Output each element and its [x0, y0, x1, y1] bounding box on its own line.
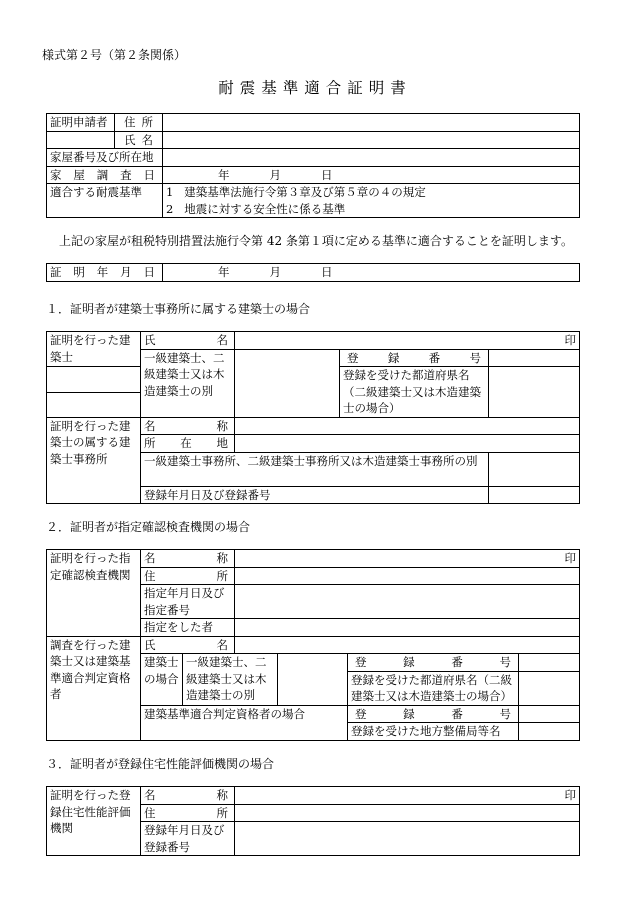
s1-architect-label: 証明を行った建築士 — [47, 332, 141, 367]
s1-office-name-field[interactable] — [235, 417, 580, 435]
s3-addr-field[interactable] — [235, 804, 580, 822]
s2-designator-label: 指定をした者 — [141, 619, 235, 637]
s2-reg-no-label: 登 録 番 号 — [348, 654, 519, 672]
certification-statement: 上記の家屋が租税特別措置法施行令第 42 条第１項に定める基準に適合することを証明します。 — [59, 234, 573, 248]
s2-name-field[interactable] — [235, 550, 580, 568]
s2-class-field[interactable] — [278, 654, 348, 706]
standard-option-1[interactable]: 1 建築基準法施行令第３章及び第５章の４の規定 — [166, 185, 426, 199]
s1-office-addr-field[interactable] — [235, 435, 580, 453]
s2-pref-label: 登録を受けた都道府県名（二級建築士又は木造建築士の場合） — [348, 671, 519, 705]
s2-bureau-field[interactable] — [519, 723, 580, 741]
s1-office-class-field[interactable] — [489, 452, 580, 486]
s3-reg-label: 登録年月日及び登録番号 — [141, 822, 235, 856]
s1-reg-no-field[interactable] — [489, 349, 580, 367]
s3-name-label: 名 称 — [141, 787, 235, 805]
standard-options[interactable] — [163, 184, 580, 218]
s2-judge-case-label: 建築基準適合判定資格者の場合 — [141, 705, 348, 740]
s2-desig-field[interactable] — [235, 585, 580, 619]
seal-mark: 印 — [564, 333, 577, 347]
s2-agency-label: 証明を行った指定確認検査機関 — [47, 550, 141, 637]
s1-office-label: 証明を行った建築士の属する建築士事務所 — [47, 417, 141, 504]
s1-office-reg-field[interactable] — [489, 486, 580, 504]
s3-addr-label: 住 所 — [141, 804, 235, 822]
survey-date-field[interactable]: 年 月 日 — [163, 166, 580, 184]
s2-reg-no-field[interactable] — [519, 654, 580, 672]
cert-date-label: 証 明 年 月 日 — [47, 264, 163, 282]
cert-date-field[interactable]: 年 月 日 — [163, 264, 580, 282]
applicant-table — [46, 113, 580, 218]
name-label: 氏 名 — [115, 131, 163, 149]
standard-option-2[interactable]: 2 地震に対する安全性に係る基準 — [166, 201, 346, 216]
survey-date-label: 家 屋 調 査 日 — [47, 166, 163, 184]
s2-bureau-label: 登録を受けた地方整備局等名 — [348, 723, 519, 741]
s2-pref-field[interactable] — [519, 671, 580, 705]
s1-office-class-label: 一級建築士事務所、二級建築士事務所又は木造建築士事務所の別 — [141, 452, 489, 486]
s2-designator-field[interactable] — [235, 619, 580, 637]
s1-class-label: 一級建築士、二級建築士又は木造建築士の別 — [141, 349, 235, 417]
section1-table — [46, 331, 580, 504]
s3-agency-label: 証明を行った登録住宅性能評価機関 — [47, 787, 141, 856]
applicant-label: 証明申請者 — [47, 114, 115, 132]
s1-pref-label: 登録を受けた都道府県名（二級建築士又は木造建築士の場合） — [340, 367, 489, 418]
s2-desig-label: 指定年月日及び指定番号 — [141, 585, 235, 619]
seal-mark: 印 — [564, 788, 576, 802]
s1-office-addr-label: 所 在 地 — [141, 435, 235, 453]
s2-inspector-label: 調査を行った建築士又は建築基準適合判定資格者 — [47, 636, 141, 740]
seal-mark: 印 — [564, 551, 576, 565]
s2-class-label: 一級建築士、二級建築士又は木造建築士の別 — [183, 654, 278, 706]
s3-reg-field[interactable] — [235, 822, 580, 856]
section1-heading: １．証明者が建築士事務所に属する建築士の場合 — [46, 302, 311, 316]
s1-name-label: 氏 名 — [141, 332, 235, 350]
s1-class-field[interactable] — [235, 349, 340, 417]
s2-person-name-field[interactable] — [235, 636, 580, 654]
cert-date-table — [46, 263, 580, 282]
s2-addr-label: 住 所 — [141, 567, 235, 585]
s1-name-field[interactable] — [235, 332, 580, 350]
s2-name-label: 名 称 — [141, 550, 235, 568]
s2-addr-field[interactable] — [235, 567, 580, 585]
standard-label: 適合する耐震基準 — [47, 184, 163, 218]
form-number: 様式第２号（第２条関係） — [42, 48, 187, 62]
s1-office-name-label: 名 称 — [141, 417, 235, 435]
house-number-field[interactable] — [163, 149, 580, 167]
s3-name-field[interactable] — [235, 787, 580, 805]
applicant-address-field[interactable] — [163, 114, 580, 132]
section2-heading: ２．証明者が指定確認検査機関の場合 — [46, 520, 251, 534]
s2-reg-no2-field[interactable] — [519, 705, 580, 723]
section3-table — [46, 786, 580, 856]
document-title: 耐震基準適合証明書 — [218, 79, 412, 97]
address-label: 住 所 — [115, 114, 163, 132]
s2-reg-no2-label: 登 録 番 号 — [348, 705, 519, 723]
section2-table — [46, 549, 580, 741]
section3-heading: ３．証明者が登録住宅性能評価機関の場合 — [46, 757, 275, 771]
house-number-label: 家屋番号及び所在地 — [47, 149, 163, 167]
s2-person-name-label: 氏 名 — [141, 636, 235, 654]
s1-reg-no-label: 登 録 番 号 — [340, 349, 489, 367]
s1-office-reg-label: 登録年月日及び登録番号 — [141, 486, 489, 504]
s2-arch-case-label: 建築士の場合 — [141, 654, 183, 706]
s1-pref-field[interactable] — [489, 367, 580, 418]
applicant-name-field[interactable] — [163, 131, 580, 149]
